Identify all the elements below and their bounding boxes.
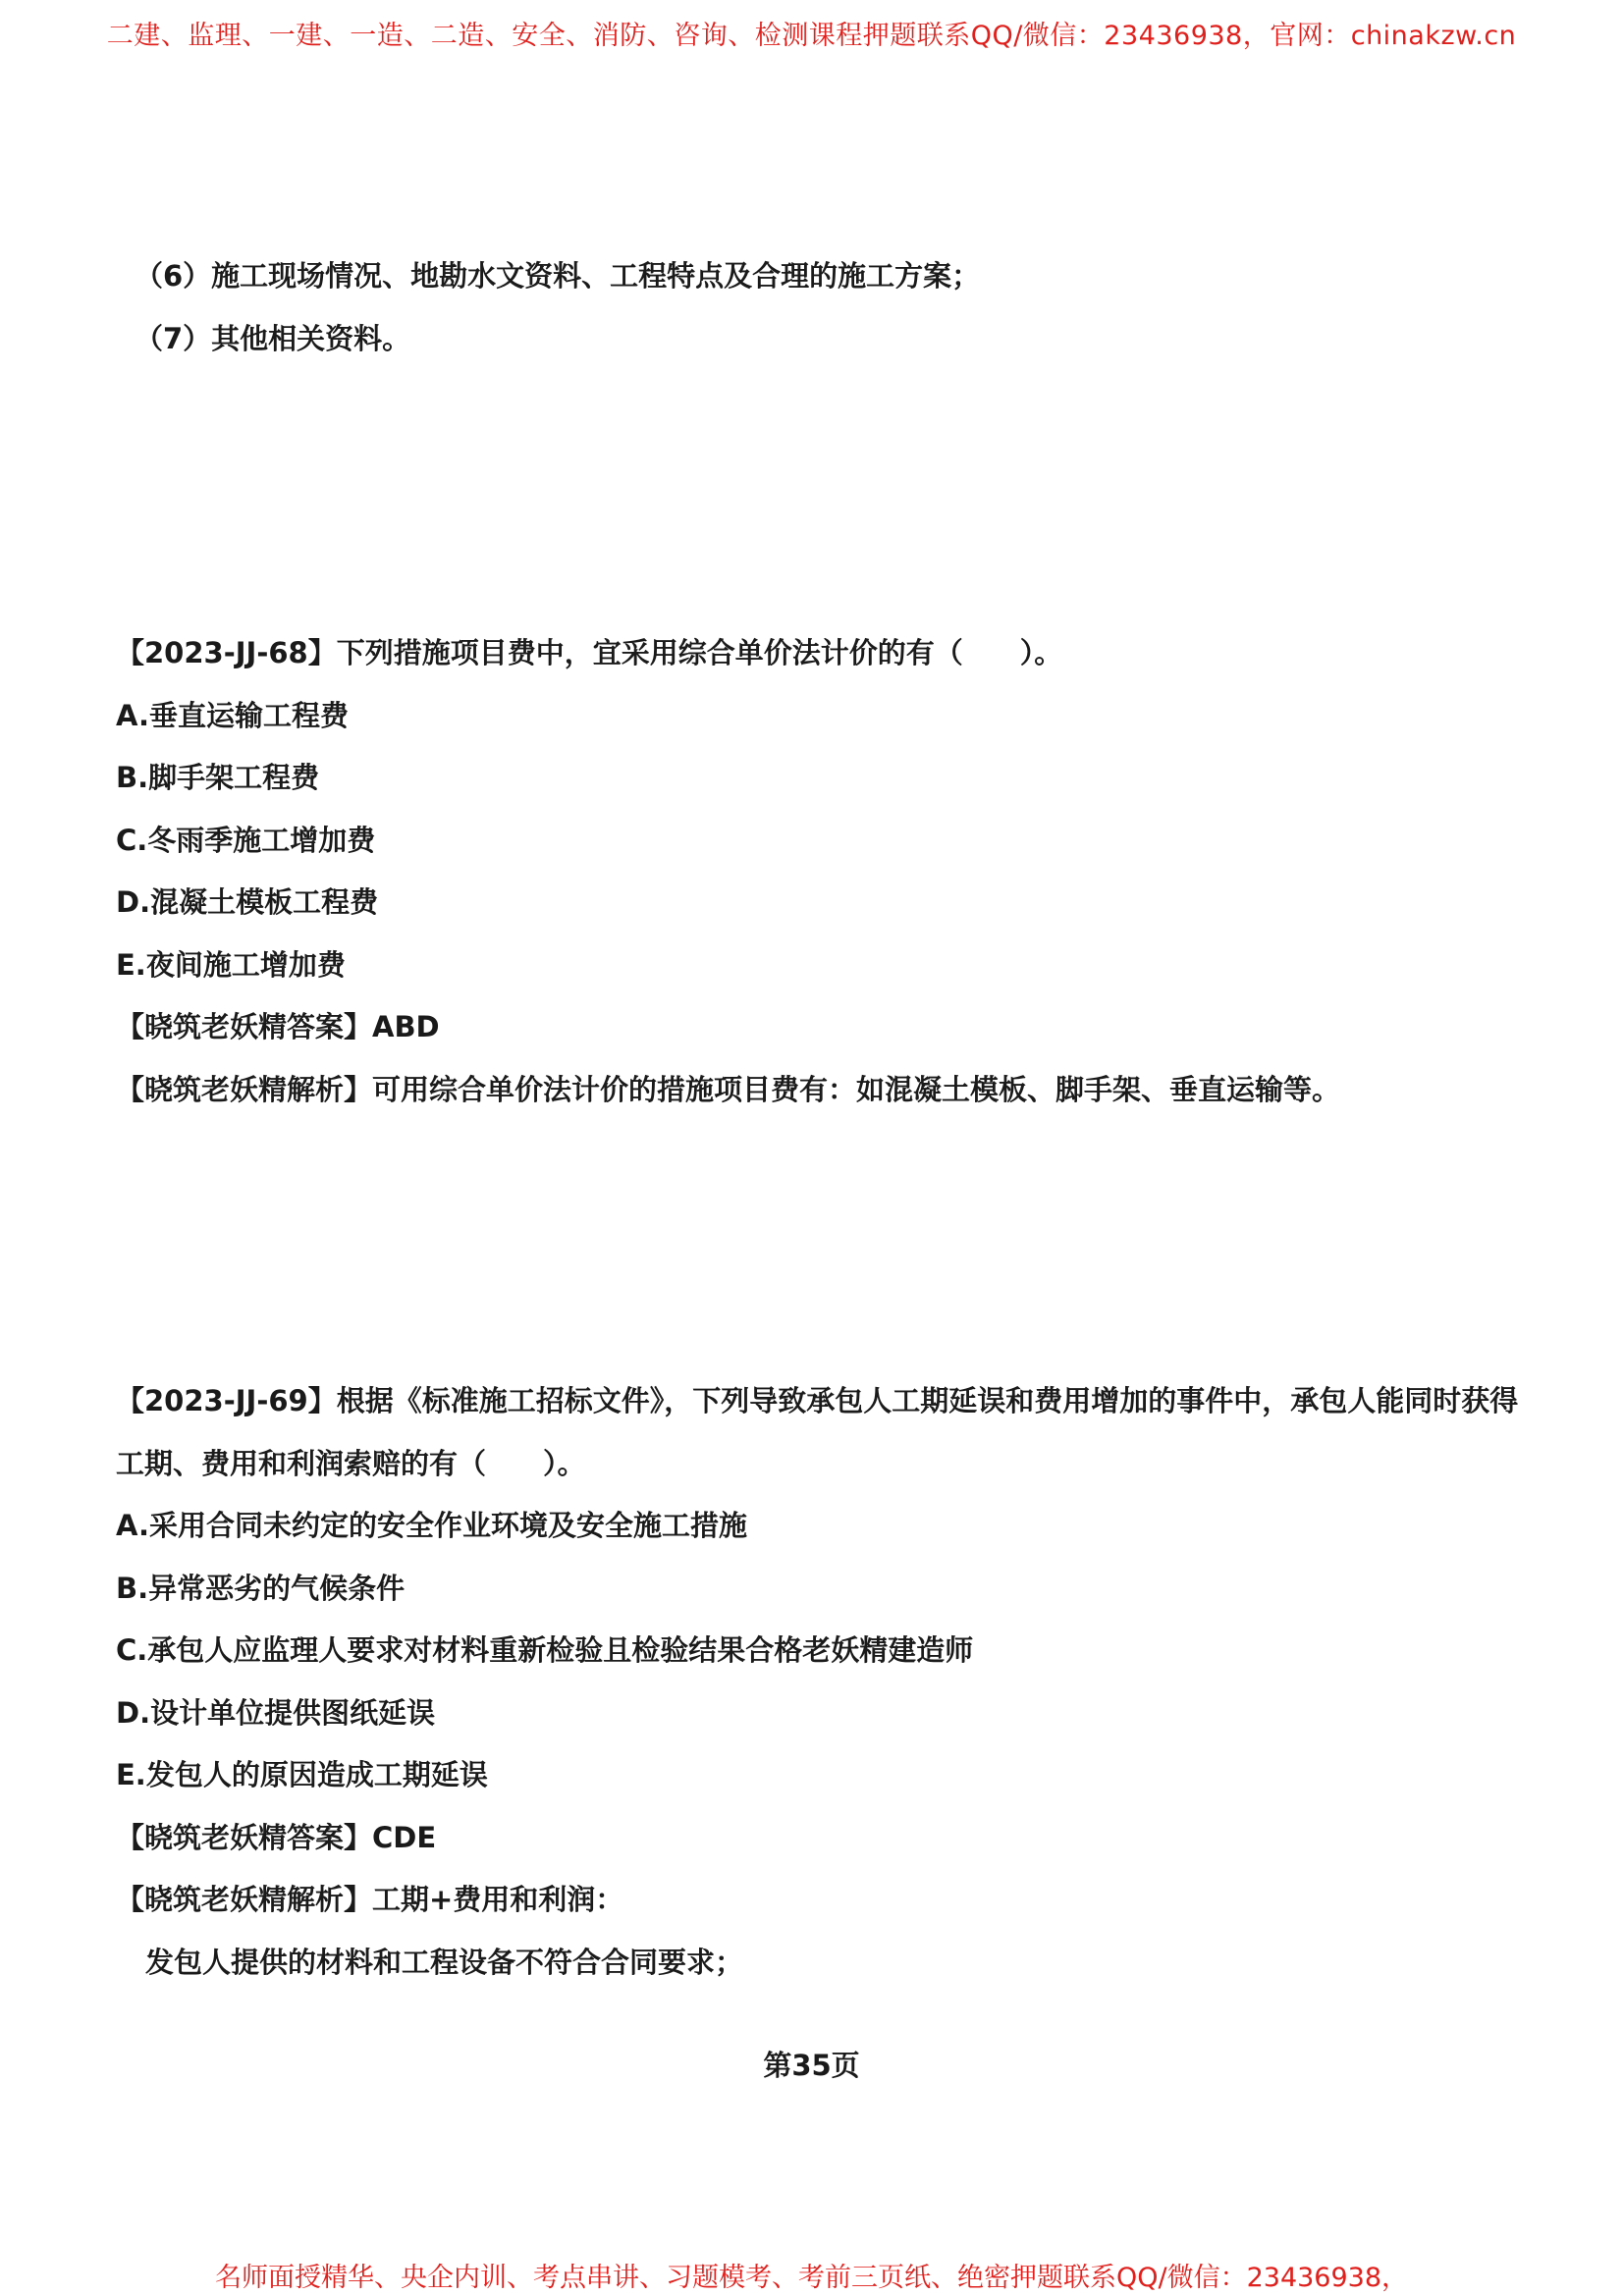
q68-option-b: B.脚手架工程费 — [116, 761, 320, 794]
q69-option-e: E.发包人的原因造成工期延误 — [116, 1758, 488, 1791]
q69-option-a: A.采用合同未约定的安全作业环境及安全施工措施 — [116, 1509, 747, 1542]
q69-analysis-detail: 发包人提供的材料和工程设备不符合合同要求； — [145, 1946, 744, 1979]
q69-option-b: B.异常恶劣的气候条件 — [116, 1572, 406, 1605]
q69-option-d: D.设计单位提供图纸延误 — [116, 1696, 436, 1730]
q69-answer: 【晓筑老妖精答案】CDE — [116, 1821, 437, 1854]
header-contact-banner: 二建、监理、一建、一造、二造、安全、消防、咨询、检测课程押题联系QQ/微信：23436938，官网：chinakzw.cn — [106, 21, 1517, 51]
q69-option-c: C.承包人应监理人要求对材料重新检验且检验结果合格老妖精建造师 — [116, 1633, 974, 1667]
q68-answer: 【晓筑老妖精答案】ABD — [116, 1010, 440, 1043]
footer-contact-banner: 名师面授精华、央企内训、考点串讲、习题模考、考前三页纸、绝密押题联系QQ/微信：23436938， — [214, 2263, 1409, 2293]
q68-option-d: D.混凝土模板工程费 — [116, 885, 379, 919]
q68-option-e: E.夜间施工增加费 — [116, 948, 346, 982]
q68-option-a: A.垂直运输工程费 — [116, 699, 349, 732]
q68-option-c: C.冬雨季施工增加费 — [116, 824, 376, 857]
q69-stem-line-1: 【2023-JJ-69】根据《标准施工招标文件》，下列导致承包人工期延误和费用增加的事件中，承包人能同时获得 — [116, 1384, 1519, 1417]
continuation-item-7: （7）其他相关资料。 — [135, 322, 411, 355]
q69-analysis: 【晓筑老妖精解析】工期+费用和利润： — [116, 1883, 624, 1916]
continuation-item-6: （6）施工现场情况、地勘水文资料、工程特点及合理的施工方案； — [135, 259, 981, 293]
q68-stem: 【2023-JJ-68】下列措施项目费中，宜采用综合单价法计价的有（ ）。 — [116, 636, 1063, 669]
q69-stem-line-2: 工期、费用和利润索赔的有（ ）。 — [116, 1447, 586, 1480]
q68-analysis: 【晓筑老妖精解析】可用综合单价法计价的措施项目费有：如混凝土模板、脚手架、垂直运输等。 — [116, 1073, 1341, 1106]
page-number: 第35页 — [763, 2049, 860, 2082]
